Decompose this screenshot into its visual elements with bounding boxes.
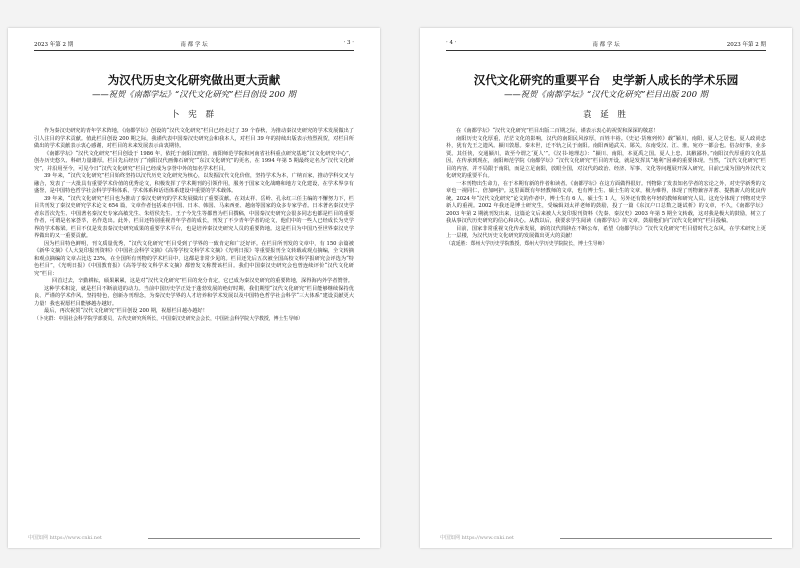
footer-rule [560, 538, 772, 539]
paragraph: 在《南都学坛》“汉代文化研究”栏目出版二百期之际，谨表示衷心的祝贺和深深的敬意！ [456, 128, 659, 134]
journal-name: 南 都 学 坛 [180, 42, 208, 48]
footer-watermark: 中国知网 https://www.cnki.net [28, 535, 102, 541]
issue-label: 2023 年第 2 期 [726, 42, 766, 48]
issue-label: 2023 年第 2 期 [34, 42, 74, 48]
page-number: · 4 · [446, 40, 457, 46]
paragraph: 39 年来，“汉代文化研究”栏目始终坚持以汉代历史文化研究为核心，以发掘汉代文化价值，坚持学术为本，广纳百家，推动学科交叉与融合，发表了一大批具有重要学术价值的优秀论文，积极发挥了学术期刊的引领作用，服务于国家文化战略和地方文化建设，在学术界享有盛誉，是中国特色哲学社会科学学科体系、学术体系和话语体系建设中重要的学术载体。 [34, 173, 354, 194]
article-subtitle: ——祝贺《南都学坛》“汉代文化研究”栏目出版 200 期 [504, 89, 708, 99]
author-note: （卜宪群：中国社会科学院学部委员，古代史研究所所长，中国秦汉史研究会会长，中国社会科学院大学教授，博士生导师） [34, 315, 303, 322]
author-note: （袁延胜：郑州大学历史学院教授，郑州大学历史学院院长，博士生导师） [446, 240, 608, 247]
page-number: · 3 · [343, 40, 354, 46]
page-footer [440, 534, 772, 542]
journal-name: 南 都 学 坛 [592, 42, 620, 48]
footer-rule [148, 538, 360, 539]
article-subtitle: ——祝贺《南都学坛》“汉代文化研究”栏目创设 200 期 [92, 89, 296, 99]
article-title: 汉代文化研究的重要平台 史学新人成长的学术乐园 [473, 73, 739, 87]
footer-watermark: 中国知网 https://www.cnki.net [440, 535, 514, 541]
article-title: 为汉代历史文化研究做出更大贡献 [107, 73, 281, 87]
paragraph: 一本刊物出生命力，在于本期有新的作者和读者。《南都学坛》在这方面做得很好。刊物除了发表知名学者的宏论之外，对史学新秀的文章也一视同仁，倍加呵护。这里面既有年轻教师的文章，也有博士生、硕士生的文章，极为难得，体现了刊物兼容并蓄、提携新人的优良传统。2024 年“汉代文化研究”论文的作者中，博士生有 6 人，硕士生 1 人，另外还有数名年轻的教师和研究人员。这充分体现了刊物对史学新人的重视。2002 年我还是博士研究生，受编辑刘太祥老师的鼓励，投了一篇《东汉户口总数之谜试析》的文章，不久，《南都学坛》2003 年第 2 期就刊发出来，这篇论文后来被人大复印报刊资料《先秦、秦汉史》2003 年第 5 期全文转载，这对我是极大的鼓励，树立了我从事汉代历史研究的信心和决心。从教以后，我要求学生阅读《南都学坛》的文章，鼓励他们向“汉代文化研究”栏目投稿。 [446, 180, 766, 224]
quote-paragraph: 回首过去，辛勤耕耘，硕果累累，这是对“汉代文化研究”栏目的充分肯定，它已成为秦汉史研究的重要阵地，深得海内外学者赞誉。 [52, 278, 353, 284]
author-name: 袁 延 胜 [583, 110, 629, 120]
paragraph: 这种学术积淀，就是栏目不断前进的动力。当前中国历史学正处于蓬勃发展的绝好时期，我们期望“汉代文化研究”栏目能够继续保持优良、严谨的学术作风，坚持特色，创新办刊理念，为秦汉史学界的人才培养和学术发展以及中国特色哲学社会科学“三大体系”建设贡献更大力量！我也祝愿栏目能够越办越好。 [34, 285, 354, 307]
paragraph: 作为秦汉史研究的青年学术阵地，《南都学坛》创设的“汉代文化研究”栏目已经走过了 39 个春秋，为推动秦汉史研究的学术发展做出了引人注目的学术贡献。值此栏目创设 200 期之际，我谨代表中国秦汉史研究会和我本人，对栏目 39 年的持续出版表示热烈祝贺，对栏目所做出的学术贡献表示衷心感谢，对栏目的未来发展表示由衷期待。 [34, 128, 354, 149]
author-name: 卜 宪 群 [171, 110, 217, 120]
paragraph: 39 年来，“汉代文化研究”栏目也为推动了秦汉史研究的学术发展做出了重要贡献。在刘太祥、岳岭、孔永红三任主编的不懈努力下，栏目共刊发了秦汉史研究学术论文 654 篇，文章作者包括来自中国、日本、韩国、马来西亚、越南等国家的众多专家学者。日本著名秦汉史学者东晋次先生、中国著名秦汉史专家高敏先生、朱绍侯先生、王子今先生等都曾为栏目撰稿，中国秦汉史研究会很多同志也都是栏目的重要作者，可谓是名家荟萃，名作迭出。此外，栏目还特别重视青年学者的成长，刊发了不少青年学者的论文，他们中的一些人已经成长为史学界的学术栋梁。栏目不仅是发表秦汉史研究成果的重要学术平台，也是培养秦汉史研究人员的重要阵地。这是栏目为中国乃至世界秦汉史学界做出的又一重要贡献。 [34, 195, 354, 239]
paragraph: 因为栏目特色鲜明，刊文质量优秀，“汉代文化研究”栏目受到了学界的一致肯定和广泛好评。在栏目所刊发的文章中，有 150 余篇被《新华文摘》《人大复印报刊资料》《中国社会科学文摘》《高等学校文科学术文摘》《光明日报》等重要报刊全文转载或观点摘编，全文转摘和观点摘编的文章占比达 23%，在全国所有刊物的学术栏目中，这都是非常少见的。栏目还先后五次被全国高校文科学报研究会评选为“特色栏目”，《光明日报》《中国教育报》《高等学校文科学术文摘》都曾发文称赞该栏目。我们中国秦汉史研究会也曾连续评价“汉代文化研究”栏目： [34, 240, 354, 277]
running-header [446, 38, 766, 51]
right-page [420, 28, 792, 548]
page-footer [28, 534, 360, 542]
paragraph: 最后，再次祝贺“汉代文化研究”栏目创设 200 期，祝愿栏目越办越好！ [44, 308, 208, 314]
article-body [34, 128, 354, 323]
paragraph: 南阳历史文化厚重，茫茫文化的影响，汉代的南阳民风淳厚，百姓丰裕。《史记·货殖列传》载“颍川，南阳，夏人之居也。夏人政尚忠朴，犹有先王之遗风。颍川敦愿。秦末世，迁不轨之民于南阳。南阳西通武关、郧关，东南受汉、江、淮。宛亦一都会也。俗杂好事，业多贾。其任侠，交通颍川，故至今谓之‘夏人’”。《汉书·地理志》：“颍川、南阳，本夏禹之国。夏人上忠，其敝鄙朴。”南阳汉代厚重的文化基因，在传承到现在，南阳师范学院《南都学坛》“汉代文化研究”栏目的开设，就是发挥其“地利”因素的重要体现。当然，“汉代文化研究”栏目的内容，并不局限于南阳，而是立足南阳，放眼全国，对汉代的政治、经济、军事、文化等问题展开深入研究，目前已成为国内外汉代文化研究的重要平台。 [446, 135, 766, 179]
paragraph: 目前，国家非常重视文化传承发展，新的汉代简牍在不断公布，希望《南都学坛》“汉代文化研究”栏目借时代之东风，在学术研究上更上一层楼，为汉代历史文化研究的发展做出更大的贡献！ [446, 225, 766, 239]
running-header [34, 38, 354, 51]
paragraph: 《南都学坛》“汉代文化研究”栏目创设于 1986 年，依托于南阳汉画馆、南阳师范学院和河南省社科重点研究基地“汉文化研究中心”，创办历史悠久、科研力量雄厚。栏目先后经历了“南阳汉代画像石研究”“东汉文化研究”的更名，在 1994 年第 5 期最终定名为“汉代文化研究”，并沿用至今，可见今日“汉代文化研究”栏目已经成为享誉中外的知名学术栏目。 [34, 150, 354, 172]
article-body [446, 128, 766, 248]
left-page [8, 28, 380, 548]
